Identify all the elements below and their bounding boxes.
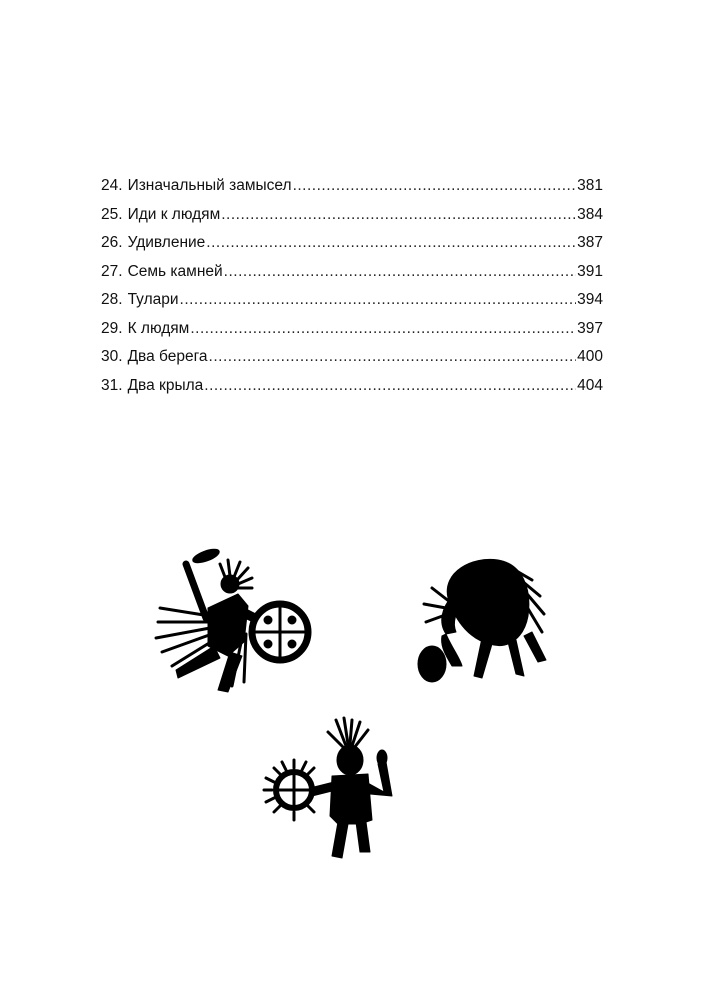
- toc-entry-number: 31.: [101, 376, 123, 394]
- toc-entry-page: 394: [577, 291, 603, 308]
- toc-entry-title: Два берега: [127, 348, 208, 365]
- table-of-contents: [101, 172, 603, 400]
- toc-leader-dots: [224, 258, 576, 287]
- toc-entry-title: К людям: [127, 319, 190, 337]
- toc-entry-page: 404: [577, 376, 603, 394]
- toc-entry-title: Удивление: [127, 234, 206, 251]
- toc-entry-number: 29.: [101, 319, 123, 337]
- toc-entry-number: 30.: [101, 348, 123, 365]
- shaman-with-sun-drum-petroglyph-icon: [260, 716, 400, 862]
- toc-entry-page: 381: [577, 177, 603, 194]
- toc-entry-title: Семь камней: [127, 262, 223, 280]
- toc-leader-dots: [209, 343, 577, 372]
- toc-entry-title: Два крыла: [127, 376, 204, 394]
- toc-entry-page: 384: [577, 205, 603, 223]
- toc-entry-number: 28.: [101, 291, 123, 308]
- toc-entry-number: 27.: [101, 262, 123, 280]
- toc-entry-number: 26.: [101, 234, 123, 251]
- toc-entry[interactable]: [101, 172, 603, 201]
- warrior-with-shield-petroglyph-icon: [148, 546, 314, 696]
- toc-entry[interactable]: [101, 286, 603, 315]
- toc-leader-dots: [180, 286, 577, 315]
- toc-leader-dots: [221, 201, 576, 230]
- toc-leader-dots: [204, 372, 576, 401]
- animal-petroglyph-icon: [412, 552, 552, 684]
- toc-entry-page: 387: [577, 234, 603, 251]
- toc-leader-dots: [190, 315, 576, 344]
- toc-entry-page: 391: [577, 262, 603, 280]
- toc-entry[interactable]: [101, 343, 603, 372]
- toc-entry[interactable]: [101, 201, 603, 230]
- toc-leader-dots: [293, 172, 577, 201]
- toc-entry-number: 25.: [101, 205, 123, 223]
- toc-entry[interactable]: [101, 372, 603, 401]
- toc-entry[interactable]: [101, 229, 603, 258]
- toc-entry[interactable]: [101, 258, 603, 287]
- toc-entry-title: Тулари: [127, 291, 179, 308]
- toc-entry-title: Иди к людям: [127, 205, 221, 223]
- toc-entry-title: Изначальный замысел: [127, 177, 292, 194]
- toc-entry-page: 400: [577, 348, 603, 365]
- toc-entry-number: 24.: [101, 177, 123, 194]
- toc-entry-page: 397: [577, 319, 603, 337]
- toc-entry[interactable]: [101, 315, 603, 344]
- toc-leader-dots: [206, 229, 576, 258]
